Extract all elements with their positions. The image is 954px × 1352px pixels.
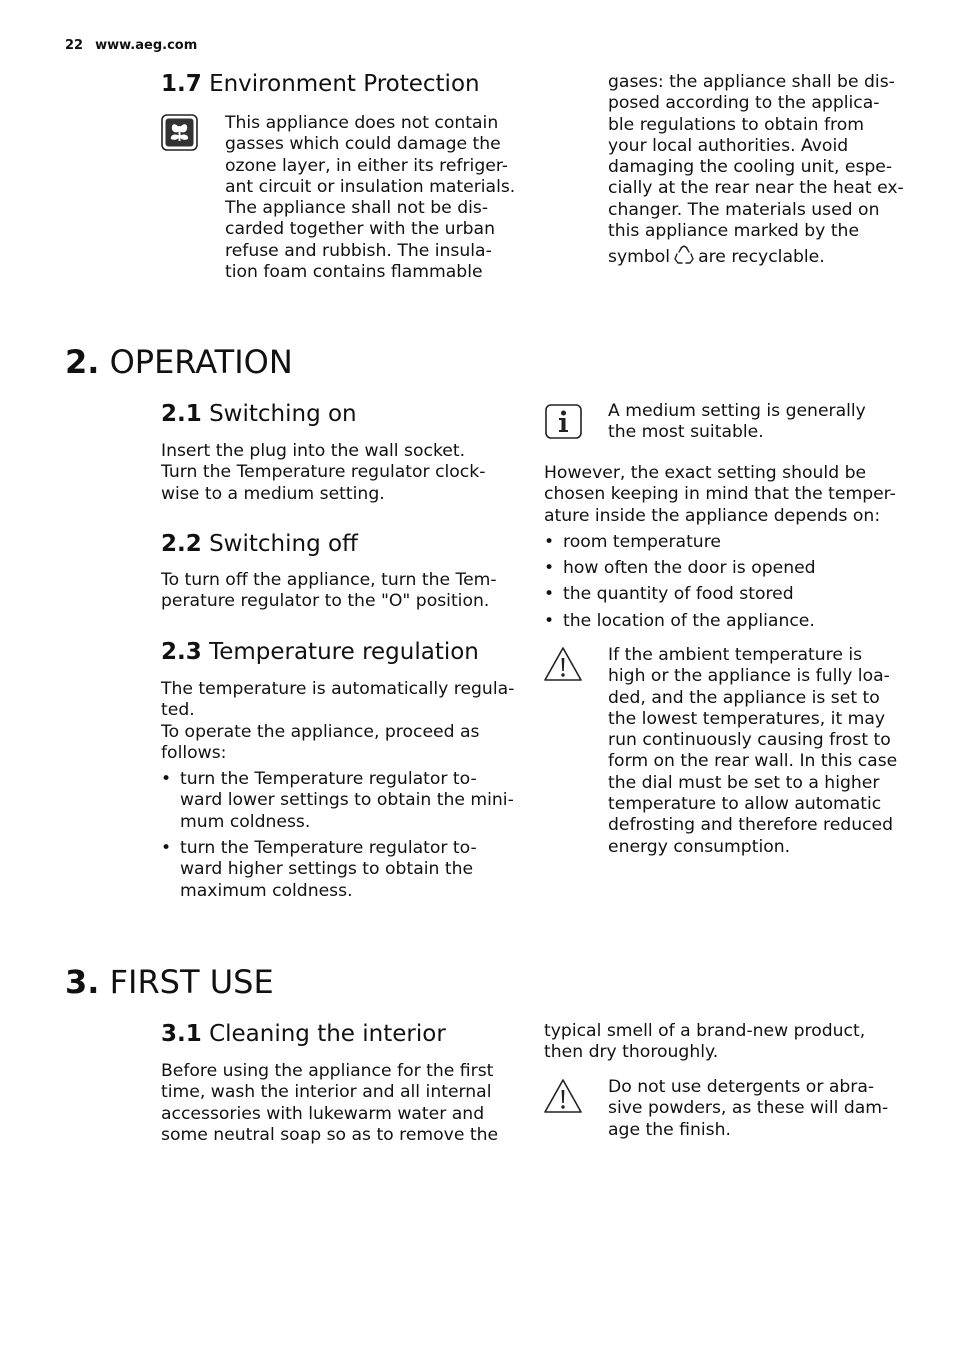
page-number: 22 (65, 38, 84, 53)
page-header (65, 38, 197, 53)
cleaning-interior-text-right: typical smell of a brand-new product, then dry thoroughly. (544, 1021, 866, 1063)
depends-bullet-list (544, 532, 896, 632)
chapter-heading-first-use: 3. FIRST USE (65, 963, 274, 1001)
website-link[interactable]: www.aeg.com (95, 38, 198, 53)
section-title: Environment Protection (209, 71, 480, 97)
environment-text-right: gases: the appliance shall be dis- posed according to the applica- ble regulations to obtain from your local authorities. Avoid damaging the cooling unit, espe- cially at the rear near the heat ex- changer. The materials used on this appliance marked by the symbol are recyclable. (608, 72, 904, 272)
list-item: • the location of the appliance. (544, 611, 896, 632)
info-icon (545, 404, 582, 443)
list-item: • room temperature (544, 532, 896, 553)
section-heading-2-1: 2.1 Switching on (161, 401, 357, 427)
section-heading-2-3: 2.3 Temperature regulation (161, 639, 479, 665)
list-item: • how often the door is opened (544, 558, 896, 579)
list-item: • turn the Temperature regulator to- ward higher settings to obtain the maximum coldness. (161, 838, 514, 902)
warning-icon (543, 646, 583, 686)
environment-text-left: This appliance does not contain gasses which could damage the ozone layer, in either its refriger- ant circuit or insulation materials. The appliance shall not be dis- carded together with the urban refuse and rubbish. The insula- tion foam contains flammable (225, 113, 516, 283)
chapter-number: 2. (65, 343, 100, 381)
chapter-title: OPERATION (109, 343, 293, 381)
warning-icon (543, 1078, 583, 1118)
list-item: • the quantity of food stored (544, 584, 896, 605)
detergent-warning-text: Do not use detergents or abra- sive powders, as these will dam- age the finish. (608, 1077, 889, 1140)
warning-note-text: If the ambient temperature is high or the appliance is fully loa- ded, and the appliance is set to the lowest temperatures, it may run continuously causing frost to form on the rear wall. In this case the dial must be set to a higher temperature to allow automatic defrosting and therefore reduced energy consumption. (608, 645, 898, 857)
list-item: • turn the Temperature regulator to- ward lower settings to obtain the mini- mum coldness. (161, 769, 514, 833)
recycle-symbol-line: symbol are recyclable. (608, 245, 904, 271)
switching-on-text: Insert the plug into the wall socket. Turn the Temperature regulator clock- wise to a medium setting. (161, 441, 486, 504)
regulation-bullet-list (161, 769, 514, 902)
temperature-regulation-text: The temperature is automatically regula- ted. To operate the appliance, proceed as follows: • turn the Temperature regulator to- ward lower settings to obtain the mini- mum coldness. • turn the Temperature regulator to- ward higher settings to obtain the maximum coldness. (161, 679, 514, 902)
recycle-icon (673, 245, 695, 271)
info-note-text: A medium setting is generally the most suitable. (608, 401, 866, 443)
section-heading-2-2: 2.2 Switching off (161, 531, 358, 557)
cleaning-interior-text: Before using the appliance for the first time, wash the interior and all internal accessories with lukewarm water and some neutral soap so as to remove the (161, 1061, 499, 1145)
setting-depends-text: However, the exact setting should be chosen keeping in mind that the temper- ature inside the appliance depends on: • room temperature • how often the door is opened • the quantity of food stored • the location of the appliance. (544, 463, 896, 632)
chapter-heading-operation (65, 343, 293, 381)
eco-leaf-icon (161, 114, 198, 155)
section-heading-3-1: 3.1 Cleaning the interior (161, 1021, 446, 1047)
section-number: 1.7 (161, 71, 202, 97)
section-heading-1-7 (161, 70, 480, 98)
switching-off-text: To turn off the appliance, turn the Tem- perature regulator to the "O" position. (161, 570, 497, 612)
